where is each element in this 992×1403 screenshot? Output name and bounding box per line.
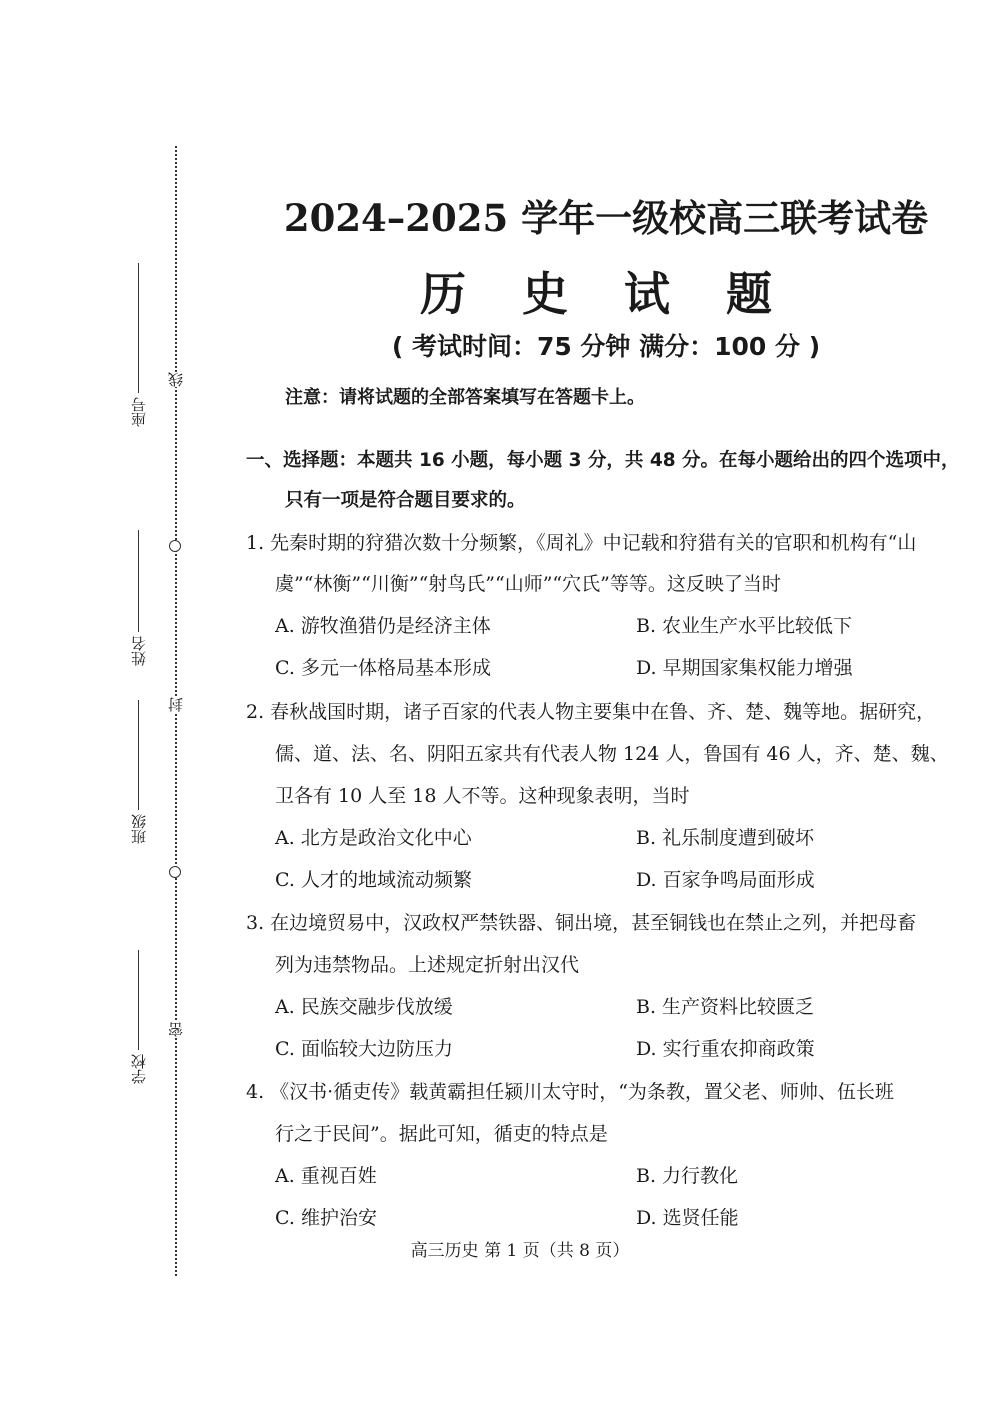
question-stem-line: 3. 在边境贸易中，汉政权严禁铁器、铜出境，甚至铜钱也在禁止之列，并把母畜 [246,912,917,934]
notice: 注意：请将试题的全部答案填写在答题卡上。 [285,387,645,408]
name-label: 姓名 [130,636,148,666]
option-d: D. 选贤任能 [636,1207,739,1229]
seat-field[interactable] [128,263,149,427]
option-c: C. 维护治安 [275,1207,377,1229]
option-c: C. 人才的地域流动频繁 [275,869,472,891]
school-field[interactable] [128,950,149,1084]
option-c: C. 面临较大边防压力 [275,1038,453,1060]
subject-title: 历 史 试 题 [419,267,793,321]
question-stem-line: 儒、道、法、名、阴阳五家共有代表人物 124 人，鲁国有 46 人，齐、楚、魏、 [275,743,949,765]
binding-margin [0,0,200,1403]
seal-char-mi: 密 [167,1022,185,1037]
question-stem-line: 1. 先秦时期的狩猎次数十分频繁，《周礼》中记载和狩猎有关的官职和机构有“山 [246,532,917,554]
exam-info: ( 考试时间：75 分钟 满分：100 分 ) [391,332,821,361]
option-d: D. 早期国家集权能力增强 [636,657,853,679]
seat-label: 座号 [130,397,148,427]
binding-ring-icon [169,540,181,552]
binding-ring-icon [169,866,181,878]
section-heading-line2: 只有一项是符合题目要求的。 [285,490,526,511]
option-b: B. 礼乐制度遭到破坏 [636,827,815,849]
section-heading-line1: 一、选择题：本题共 16 小题，每小题 3 分，共 48 分。在每小题给出的四个选项中， [246,450,960,471]
seal-char-xian: 线 [167,372,185,387]
question-stem-line: 虞”“林衡”“川衡”“射鸟氏”“山师”“穴氏”等等。这反映了当时 [275,573,781,595]
question-stem-line: 4. 《汉书·循吏传》载黄霸担任颍川太守时，“为条教，置父老、师帅、伍长班 [246,1081,894,1103]
option-a: A. 民族交融步伐放缓 [275,996,453,1018]
option-b: B. 力行教化 [636,1165,739,1187]
exam-title: 2024–2025 学年一级校高三联考试卷 [283,196,929,240]
question-stem-line: 2. 春秋战国时期，诸子百家的代表人物主要集中在鲁、齐、楚、魏等地。据研究， [246,701,936,723]
option-b: B. 生产资料比较匮乏 [636,996,815,1018]
school-label: 学校 [130,1054,148,1084]
class-field[interactable] [128,700,149,844]
option-b: B. 农业生产水平比较低下 [636,615,853,637]
name-blank [138,530,139,632]
option-d: D. 百家争鸣局面形成 [636,869,815,891]
class-blank [138,700,139,810]
option-a: A. 游牧渔猎仍是经济主体 [275,615,491,637]
option-a: A. 北方是政治文化中心 [275,827,472,849]
seal-char-feng: 封 [167,697,185,712]
page-footer: 高三历史 第 1 页（共 8 页） [410,1241,630,1261]
question-stem-line: 卫各有 10 人至 18 人不等。这种现象表明，当时 [275,785,690,807]
name-field[interactable] [128,530,149,666]
question-stem-line: 列为违禁物品。上述规定折射出汉代 [275,954,580,976]
class-label: 班级 [130,814,148,844]
option-d: D. 实行重农抑商政策 [636,1038,815,1060]
seat-blank [138,263,139,393]
school-blank [138,950,139,1050]
option-c: C. 多元一体格局基本形成 [275,657,491,679]
question-stem-line: 行之于民间”。据此可知，循吏的特点是 [275,1123,608,1145]
option-a: A. 重视百姓 [275,1165,377,1187]
